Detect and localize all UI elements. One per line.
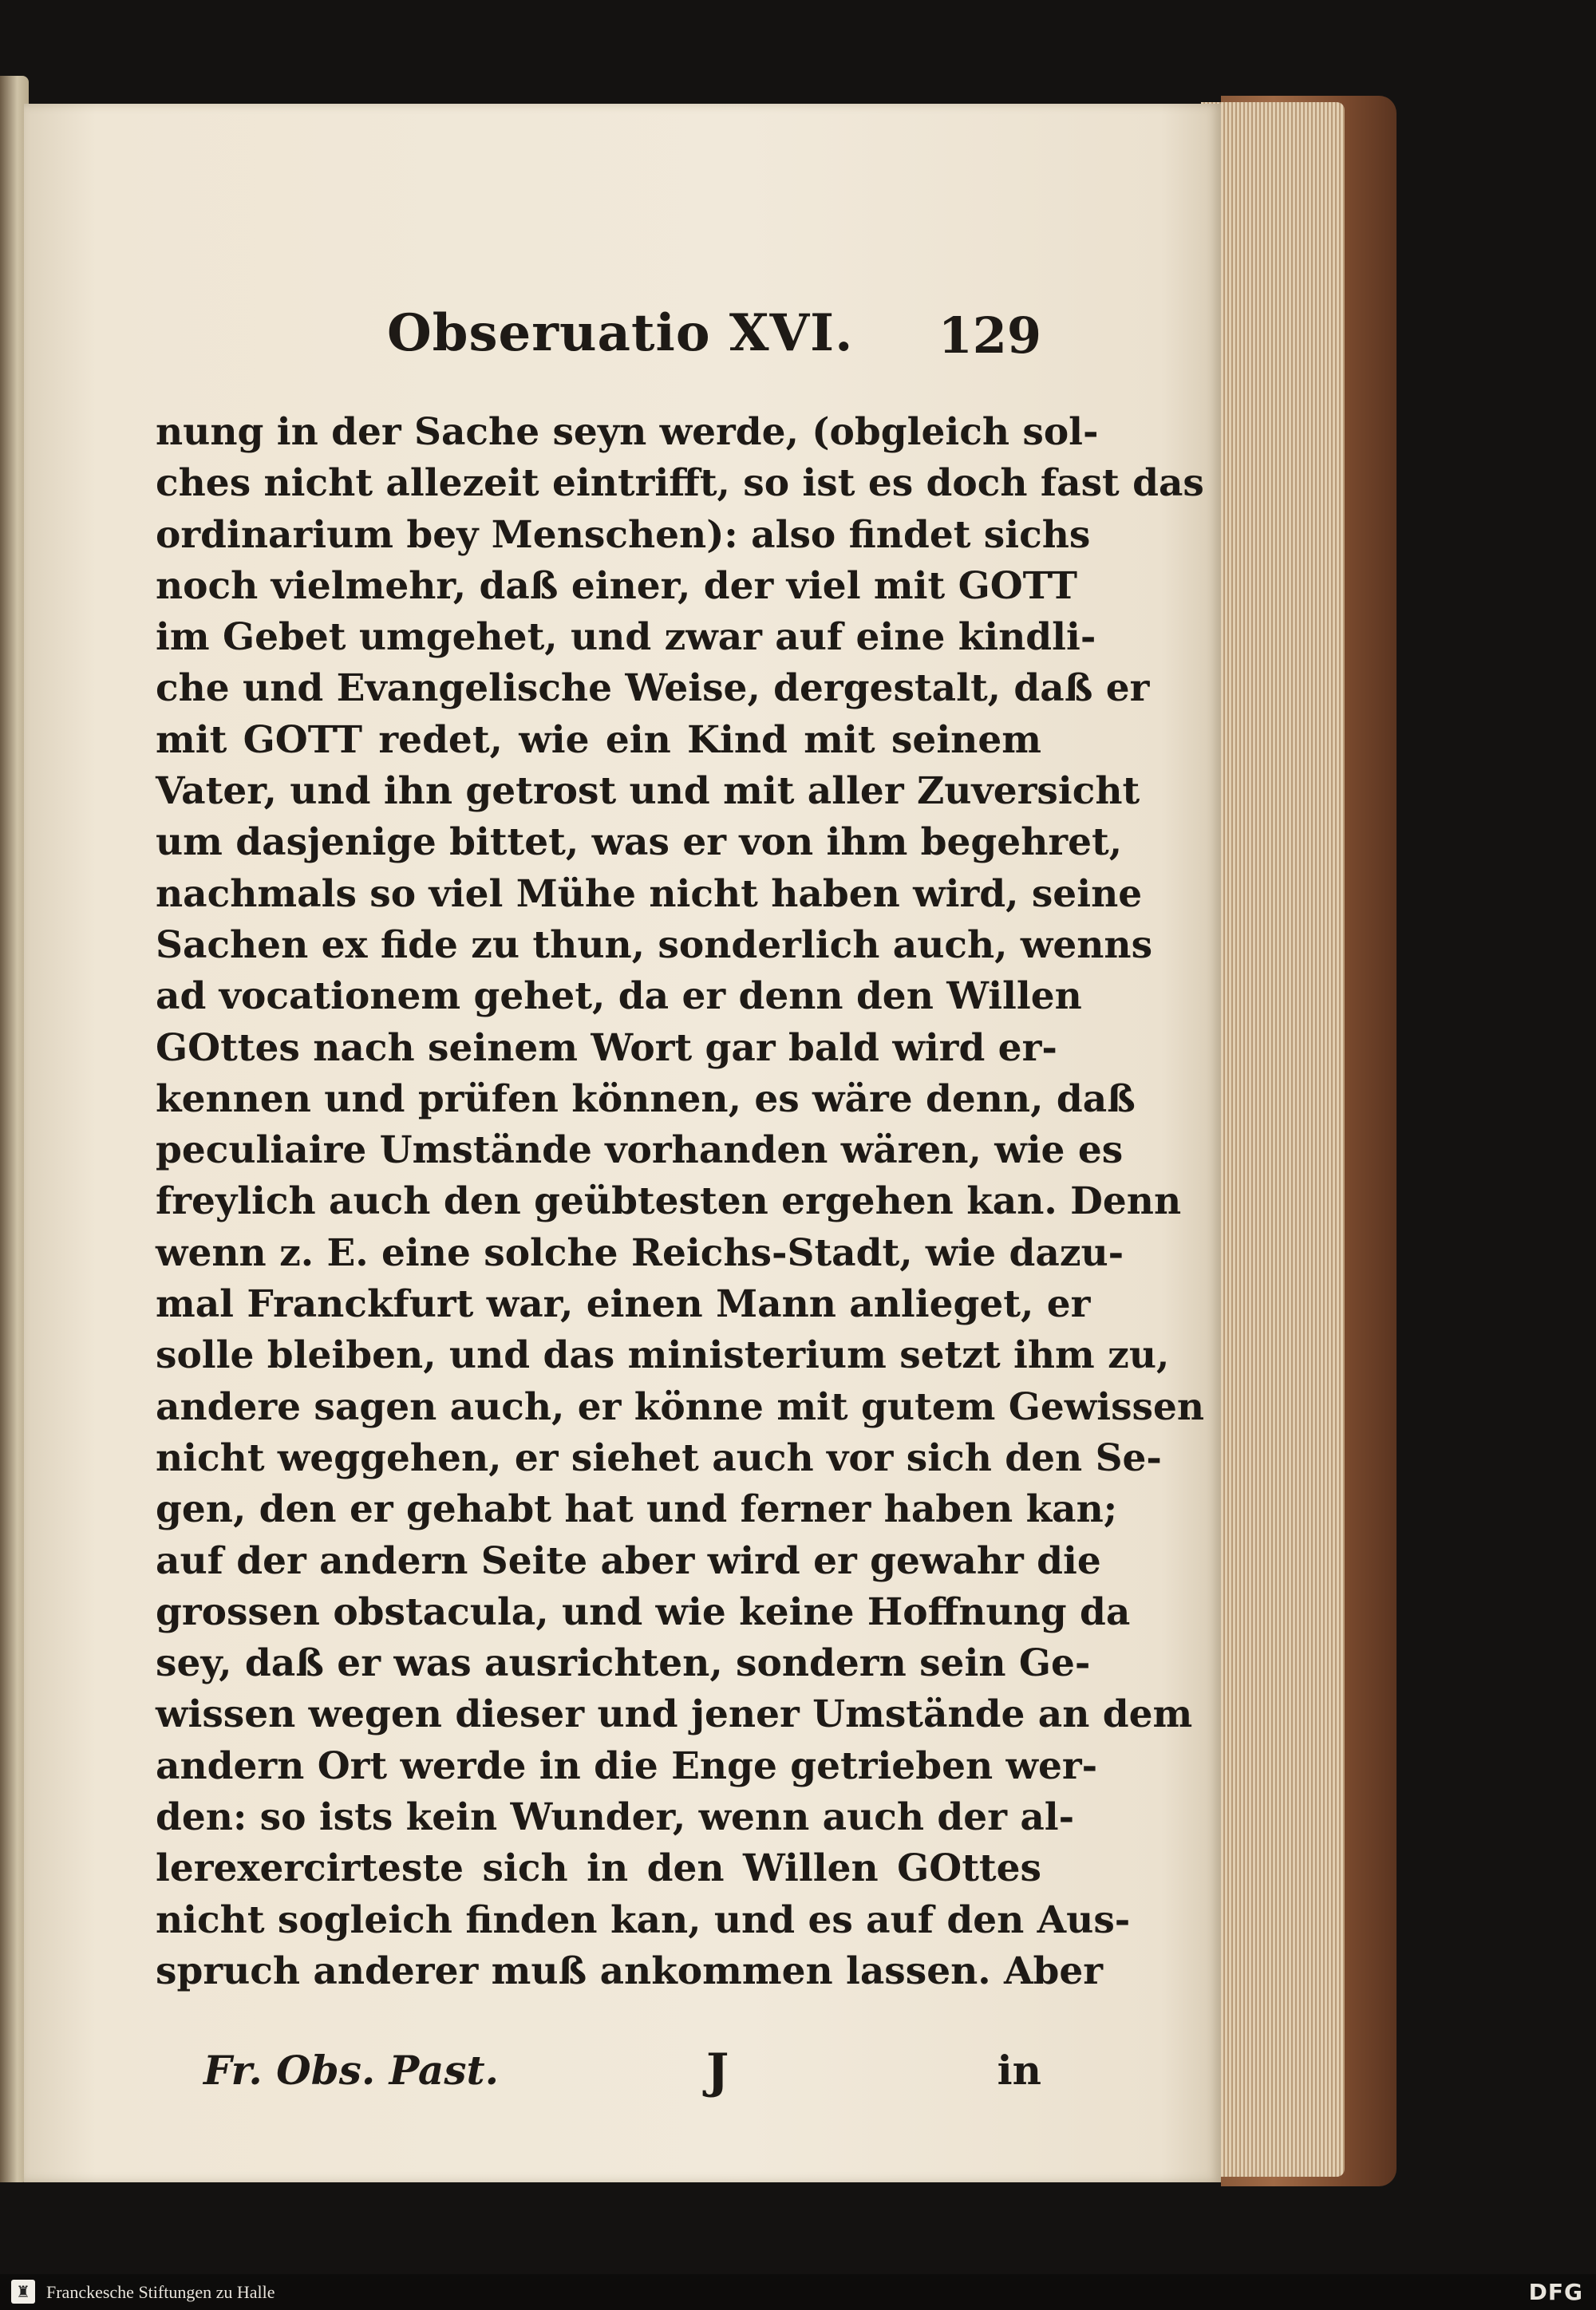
text-line: grossen obstacula, und wie keine Hoffnung da [156, 1589, 1131, 1634]
text-line: nachmals so viel Mühe nicht haben wird, seine [156, 871, 1143, 916]
book-page [24, 104, 1221, 2182]
text-line: den: so ists kein Wunder, wenn auch der al- [156, 1795, 1075, 1840]
text-line: solle bleiben, und das ministerium setzt ihm zu, [156, 1333, 1170, 1378]
text-line: mal Franckfurt war, einen Mann anlieget, er [156, 1282, 1091, 1327]
text-line: lerexercirteste sich in den Willen GOttes [156, 1846, 1041, 1891]
text-line: andere sagen auch, er könne mit gutem Gewissen [156, 1384, 1205, 1429]
text-line: ad vocationem gehet, da er denn den Willen [156, 974, 1082, 1019]
text-line: spruch anderer muß ankommen lassen. Aber [156, 1949, 1104, 1993]
text-line: andern Ort werde in die Enge getrieben wer- [156, 1743, 1098, 1788]
text-line: Vater, und ihn getrost und mit aller Zuversicht [156, 769, 1140, 814]
text-line: im Gebet umgehet, und zwar auf eine kindli- [156, 615, 1096, 660]
text-line: um dasjenige bittet, was er von ihm begehret, [156, 820, 1123, 865]
signature-label: Fr. Obs. Past. [203, 2047, 499, 2094]
page-footer [156, 2043, 1041, 2111]
text-line: gen, den er gehabt hat und ferner haben kan; [156, 1487, 1118, 1532]
signature-mark: J [706, 2043, 729, 2099]
running-title: Obseruatio XVI. [387, 303, 854, 363]
catchword: in [997, 2047, 1041, 2094]
stacked-page-edges [1201, 102, 1345, 2177]
text-line: wissen wegen dieser und jener Umstände an dem [156, 1692, 1193, 1737]
credit-bar [0, 2274, 1596, 2310]
text-line: freylich auch den geübtesten ergehen kan. Denn [156, 1179, 1182, 1224]
dfg-logo: DFG [1528, 2279, 1583, 2305]
text-line: nicht weggehen, er siehet auch vor sich den Se- [156, 1435, 1162, 1480]
text-line: Sachen ex fide zu thun, sonderlich auch, wenns [156, 922, 1153, 967]
text-line: ches nicht allezeit eintrifft, so ist es doch fast das [156, 461, 1204, 506]
text-line: kennen und prüfen können, es wäre denn, daß [156, 1076, 1136, 1121]
text-line: ordinarium bey Menschen): also findet sichs [156, 512, 1091, 557]
page-header [156, 295, 1041, 383]
institution-logo-icon: ♜ [11, 2280, 35, 2304]
text-line: auf der andern Seite aber wird er gewahr die [156, 1538, 1101, 1583]
text-line: wenn z. E. eine solche Reichs-Stadt, wie dazu- [156, 1230, 1124, 1275]
institution-name: Franckesche Stiftungen zu Halle [46, 2282, 275, 2302]
text-line: noch vielmehr, daß einer, der viel mit GOTT [156, 563, 1077, 608]
text-line: GOttes nach seinem Wort gar bald wird er- [156, 1025, 1057, 1070]
body-text [156, 407, 1205, 1997]
text-line: sey, daß er was ausrichten, sondern sein Ge- [156, 1641, 1091, 1686]
text-line: mit GOTT redet, wie ein Kind mit seinem [156, 717, 1041, 762]
page-number: 129 [938, 306, 1041, 365]
text-line: peculiaire Umstände vorhanden wären, wie es [156, 1128, 1124, 1173]
text-line: nung in der Sache seyn werde, (obgleich sol- [156, 410, 1099, 454]
text-line: nicht sogleich finden kan, und es auf den Aus- [156, 1897, 1131, 1942]
text-line: che und Evangelische Weise, dergestalt, daß er [156, 666, 1150, 711]
